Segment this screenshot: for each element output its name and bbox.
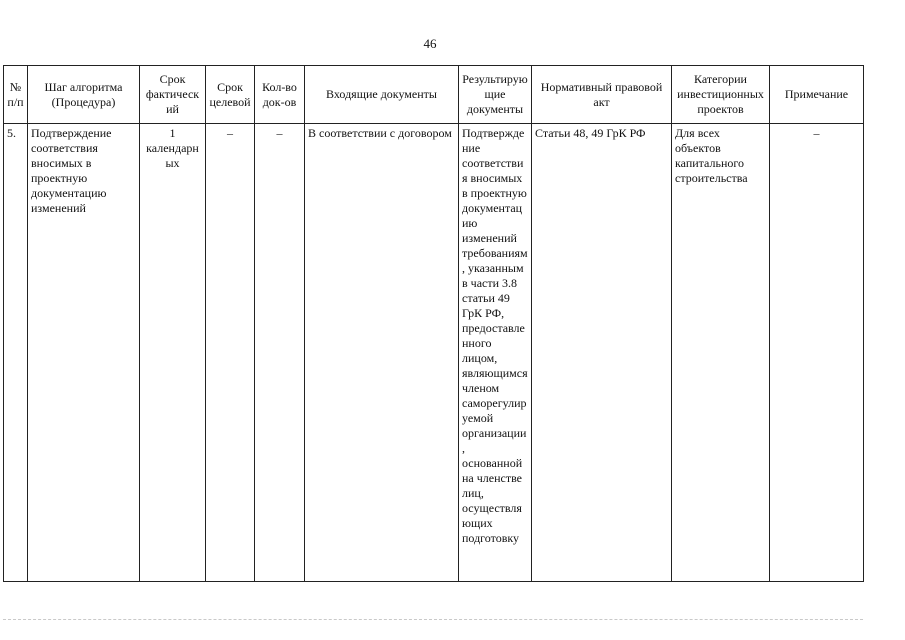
table-row (4, 124, 864, 582)
header-incoming-docs: Входящие документы (305, 66, 459, 124)
cell-doc-count: – (255, 124, 305, 582)
cell-step: Подтверждение соответствия вносимых в проектную документацию изменений (28, 124, 140, 582)
cell-project-category: Для всех объектов капитального строительства (672, 124, 770, 582)
header-doc-count: Кол-во док-ов (255, 66, 305, 124)
header-num: № п/п (4, 66, 28, 124)
header-project-category: Категории инвестиционных проектов (672, 66, 770, 124)
header-row (4, 66, 864, 124)
cell-target-term: – (206, 124, 255, 582)
header-resulting-docs: Результирующие документы (459, 66, 532, 124)
header-target-term: Срок целевой (206, 66, 255, 124)
cell-actual-term: 1 календарных (140, 124, 206, 582)
cell-incoming-docs: В соответствии с договором (305, 124, 459, 582)
cell-resulting-docs: Подтверждение соответствия вносимых в проектную документацию изменений требованиям, указанным в части 3.8 статьи 49 ГрК РФ, предоставленного лицом, являющимся членом саморегулируемой организации, основанной на членстве лиц, осуществляющих подготовку (459, 124, 532, 582)
header-actual-term: Срок фактический (140, 66, 206, 124)
cell-num: 5. (4, 124, 28, 582)
header-legal-act: Нормативный правовой акт (532, 66, 672, 124)
cell-legal-act: Статьи 48, 49 ГрК РФ (532, 124, 672, 582)
algorithm-table (3, 65, 864, 582)
page-number: 46 (423, 36, 437, 51)
header-note: Примечание (770, 66, 864, 124)
scan-artifact-line (3, 619, 863, 621)
header-step: Шаг алгоритма (Процедура) (28, 66, 140, 124)
cell-note: – (770, 124, 864, 582)
